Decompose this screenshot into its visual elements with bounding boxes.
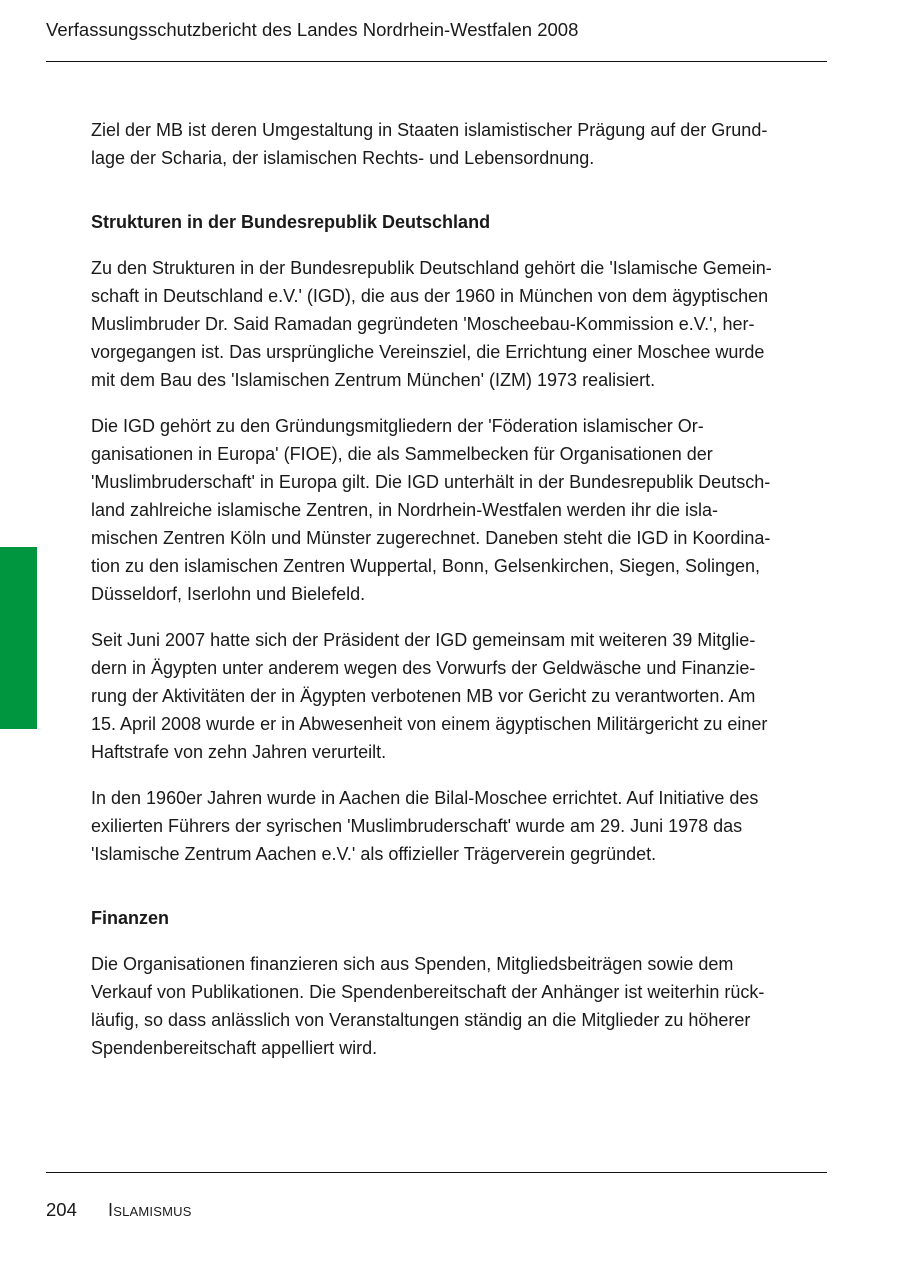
text-line: Düsseldorf, Iserlohn und Bielefeld. xyxy=(91,584,366,604)
main-text xyxy=(91,116,826,1080)
paragraph-aachen xyxy=(91,784,826,868)
chapter-color-tab xyxy=(0,547,37,729)
text-line: land zahlreiche islamische Zentren, in Nordrhein-Westfalen werden ihr die isla- xyxy=(91,500,718,520)
page-footer xyxy=(46,1198,192,1222)
text-line: Ziel der MB ist deren Umgestaltung in Staaten islamistischer Prägung auf der Grund- xyxy=(91,120,768,140)
text-line: mit dem Bau des 'Islamischen Zentrum München' (IZM) 1973 realisiert. xyxy=(91,370,656,390)
page-number: 204 xyxy=(46,1199,77,1220)
paragraph-igd-origin xyxy=(91,254,826,394)
text-line: mischen Zentren Köln und Münster zugerechnet. Daneben steht die IGD in Koordina- xyxy=(91,528,771,548)
text-line: exilierten Führers der syrischen 'Muslimbruderschaft' wurde am 29. Juni 1978 das xyxy=(91,816,743,836)
text-line: schaft in Deutschland e.V.' (IGD), die aus der 1960 in München von dem ägyptischen xyxy=(91,286,769,306)
text-line: Seit Juni 2007 hatte sich der Präsident der IGD gemeinsam mit weiteren 39 Mitglie- xyxy=(91,630,756,650)
footer-divider xyxy=(46,1172,827,1173)
text-line: ganisationen in Europa' (FIOE), die als Sammelbecken für Organisationen der xyxy=(91,444,713,464)
text-line: Verkauf von Publikationen. Die Spendenbereitschaft der Anhänger ist weiterhin rück- xyxy=(91,982,765,1002)
text-line: vorgegangen ist. Das ursprüngliche Vereinsziel, die Errichtung einer Moschee wurde xyxy=(91,342,765,362)
text-line: 'Muslimbruderschaft' in Europa gilt. Die IGD unterhält in der Bundesrepublik Deutsch- xyxy=(91,472,771,492)
intro-paragraph xyxy=(91,116,826,172)
text-line: 15. April 2008 wurde er in Abwesenheit von einem ägyptischen Militärgericht zu einer xyxy=(91,714,768,734)
text-line: 'Islamische Zentrum Aachen e.V.' als offizieller Trägerverein gegründet. xyxy=(91,844,657,864)
paragraph-finanzen xyxy=(91,950,826,1062)
text-line: tion zu den islamischen Zentren Wuppertal, Bonn, Gelsenkirchen, Siegen, Solingen, xyxy=(91,556,761,576)
text-line: rung der Aktivitäten der in Ägypten verbotenen MB vor Gericht zu verantworten. Am xyxy=(91,686,756,706)
text-line: In den 1960er Jahren wurde in Aachen die Bilal-Moschee errichtet. Auf Initiative des xyxy=(91,788,759,808)
section-name: Islamismus xyxy=(108,1200,192,1220)
section-heading-finanzen: Finanzen xyxy=(91,908,170,928)
text-line: Spendenbereitschaft appelliert wird. xyxy=(91,1038,378,1058)
text-line: Die IGD gehört zu den Gründungsmitgliedern der 'Föderation islamischer Or- xyxy=(91,416,704,436)
header-divider xyxy=(46,61,827,62)
text-line: läufig, so dass anlässlich von Veranstaltungen ständig an die Mitglieder zu höherer xyxy=(91,1010,751,1030)
paragraph-igd-president xyxy=(91,626,826,766)
text-line: Zu den Strukturen in der Bundesrepublik Deutschland gehört die 'Islamische Gemein- xyxy=(91,258,772,278)
text-line: Die Organisationen finanzieren sich aus Spenden, Mitgliedsbeiträgen sowie dem xyxy=(91,954,734,974)
text-line: dern in Ägypten unter anderem wegen des Vorwurfs der Geldwäsche und Finanzie- xyxy=(91,658,756,678)
text-line: Haftstrafe von zehn Jahren verurteilt. xyxy=(91,742,387,762)
text-line: lage der Scharia, der islamischen Rechts- und Lebensordnung. xyxy=(91,148,595,168)
text-line: Muslimbruder Dr. Said Ramadan gegründeten 'Moscheebau-Kommission e.V.', her- xyxy=(91,314,755,334)
running-header: Verfassungsschutzbericht des Landes Nordrhein-Westfalen 2008 xyxy=(46,19,579,40)
paragraph-igd-fioe xyxy=(91,412,826,608)
section-heading-strukturen: Strukturen in der Bundesrepublik Deutschland xyxy=(91,212,491,232)
